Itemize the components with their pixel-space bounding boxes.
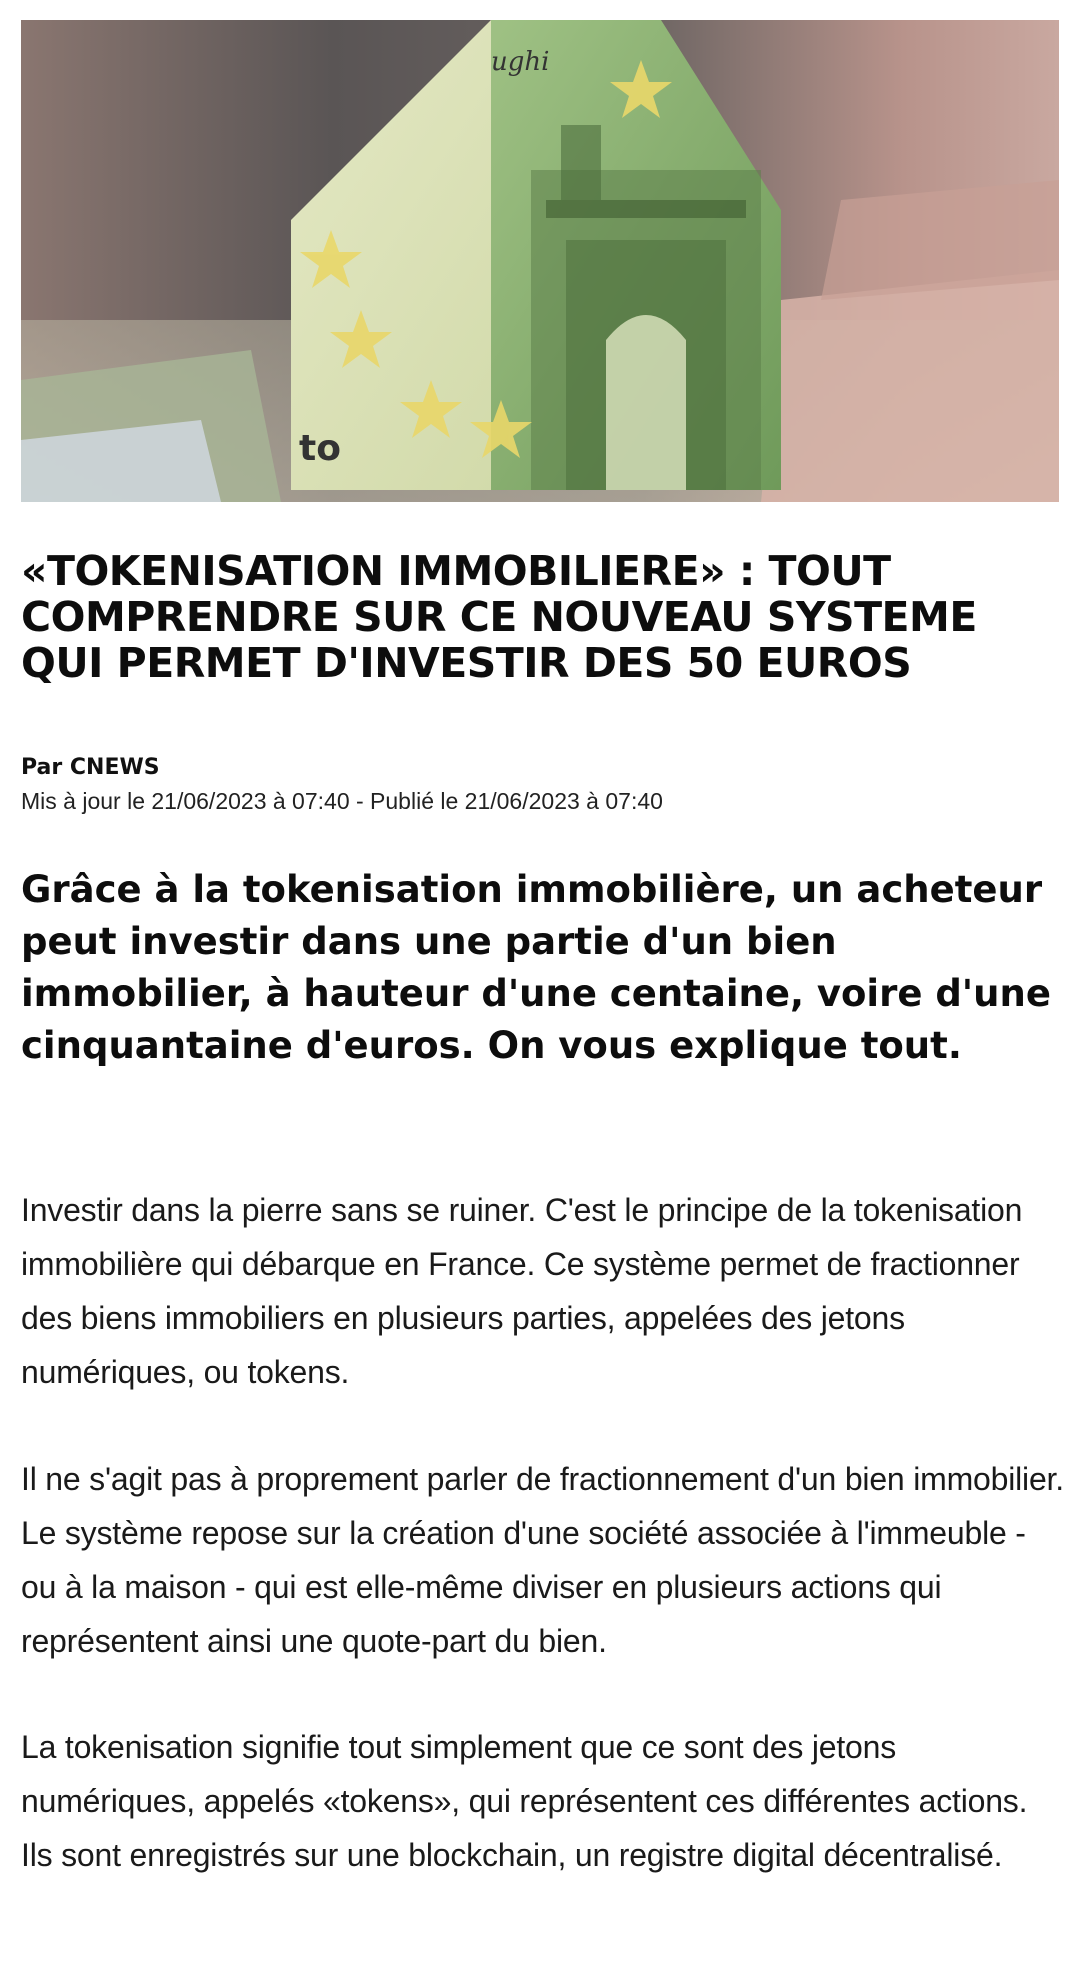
banknote-signature: ughi bbox=[491, 47, 550, 77]
banknote-house-illustration bbox=[21, 20, 1059, 502]
hero-image bbox=[21, 20, 1059, 502]
article-byline[interactable]: Par CNEWS bbox=[21, 755, 160, 780]
article-paragraph: Investir dans la pierre sans se ruiner. C'est le principe de la tokenisation immobilière qui débarque en France. Ce système permet de fractionner des biens immobiliers en plusieurs parties, appelées des jetons numériques, ou tokens. bbox=[21, 1192, 1023, 1390]
article-headline: «TOKENISATION IMMOBILIERE» : TOUT COMPRENDRE SUR CE NOUVEAU SYSTEME QUI PERMET D'INVESTIR DES 50 EUROS bbox=[21, 547, 977, 687]
article-paragraph: Il ne s'agit pas à proprement parler de fractionnement d'un bien immobilier. Le système repose sur la création d'une société associée à l'immeuble - ou à la maison - qui est elle-même diviser en plusieurs actions qui représentent ainsi une quote-part du bien. bbox=[21, 1461, 1064, 1659]
article-dates: Mis à jour le 21/06/2023 à 07:40 - Publié le 21/06/2023 à 07:40 bbox=[21, 788, 663, 814]
article-paragraph: La tokenisation signifie tout simplement que ce sont des jetons numériques, appelés «tokens», qui représentent ces différentes actions. Ils sont enregistrés sur une blockchain, un registre digital décentralisé. bbox=[21, 1729, 1028, 1873]
banknote-text: to bbox=[299, 428, 341, 469]
article-lead: Grâce à la tokenisation immobilière, un acheteur peut investir dans une partie d'un bien immobilier, à hauteur d'une centaine, voire d'une cinquantaine d'euros. On vous explique tout. bbox=[21, 868, 1051, 1067]
